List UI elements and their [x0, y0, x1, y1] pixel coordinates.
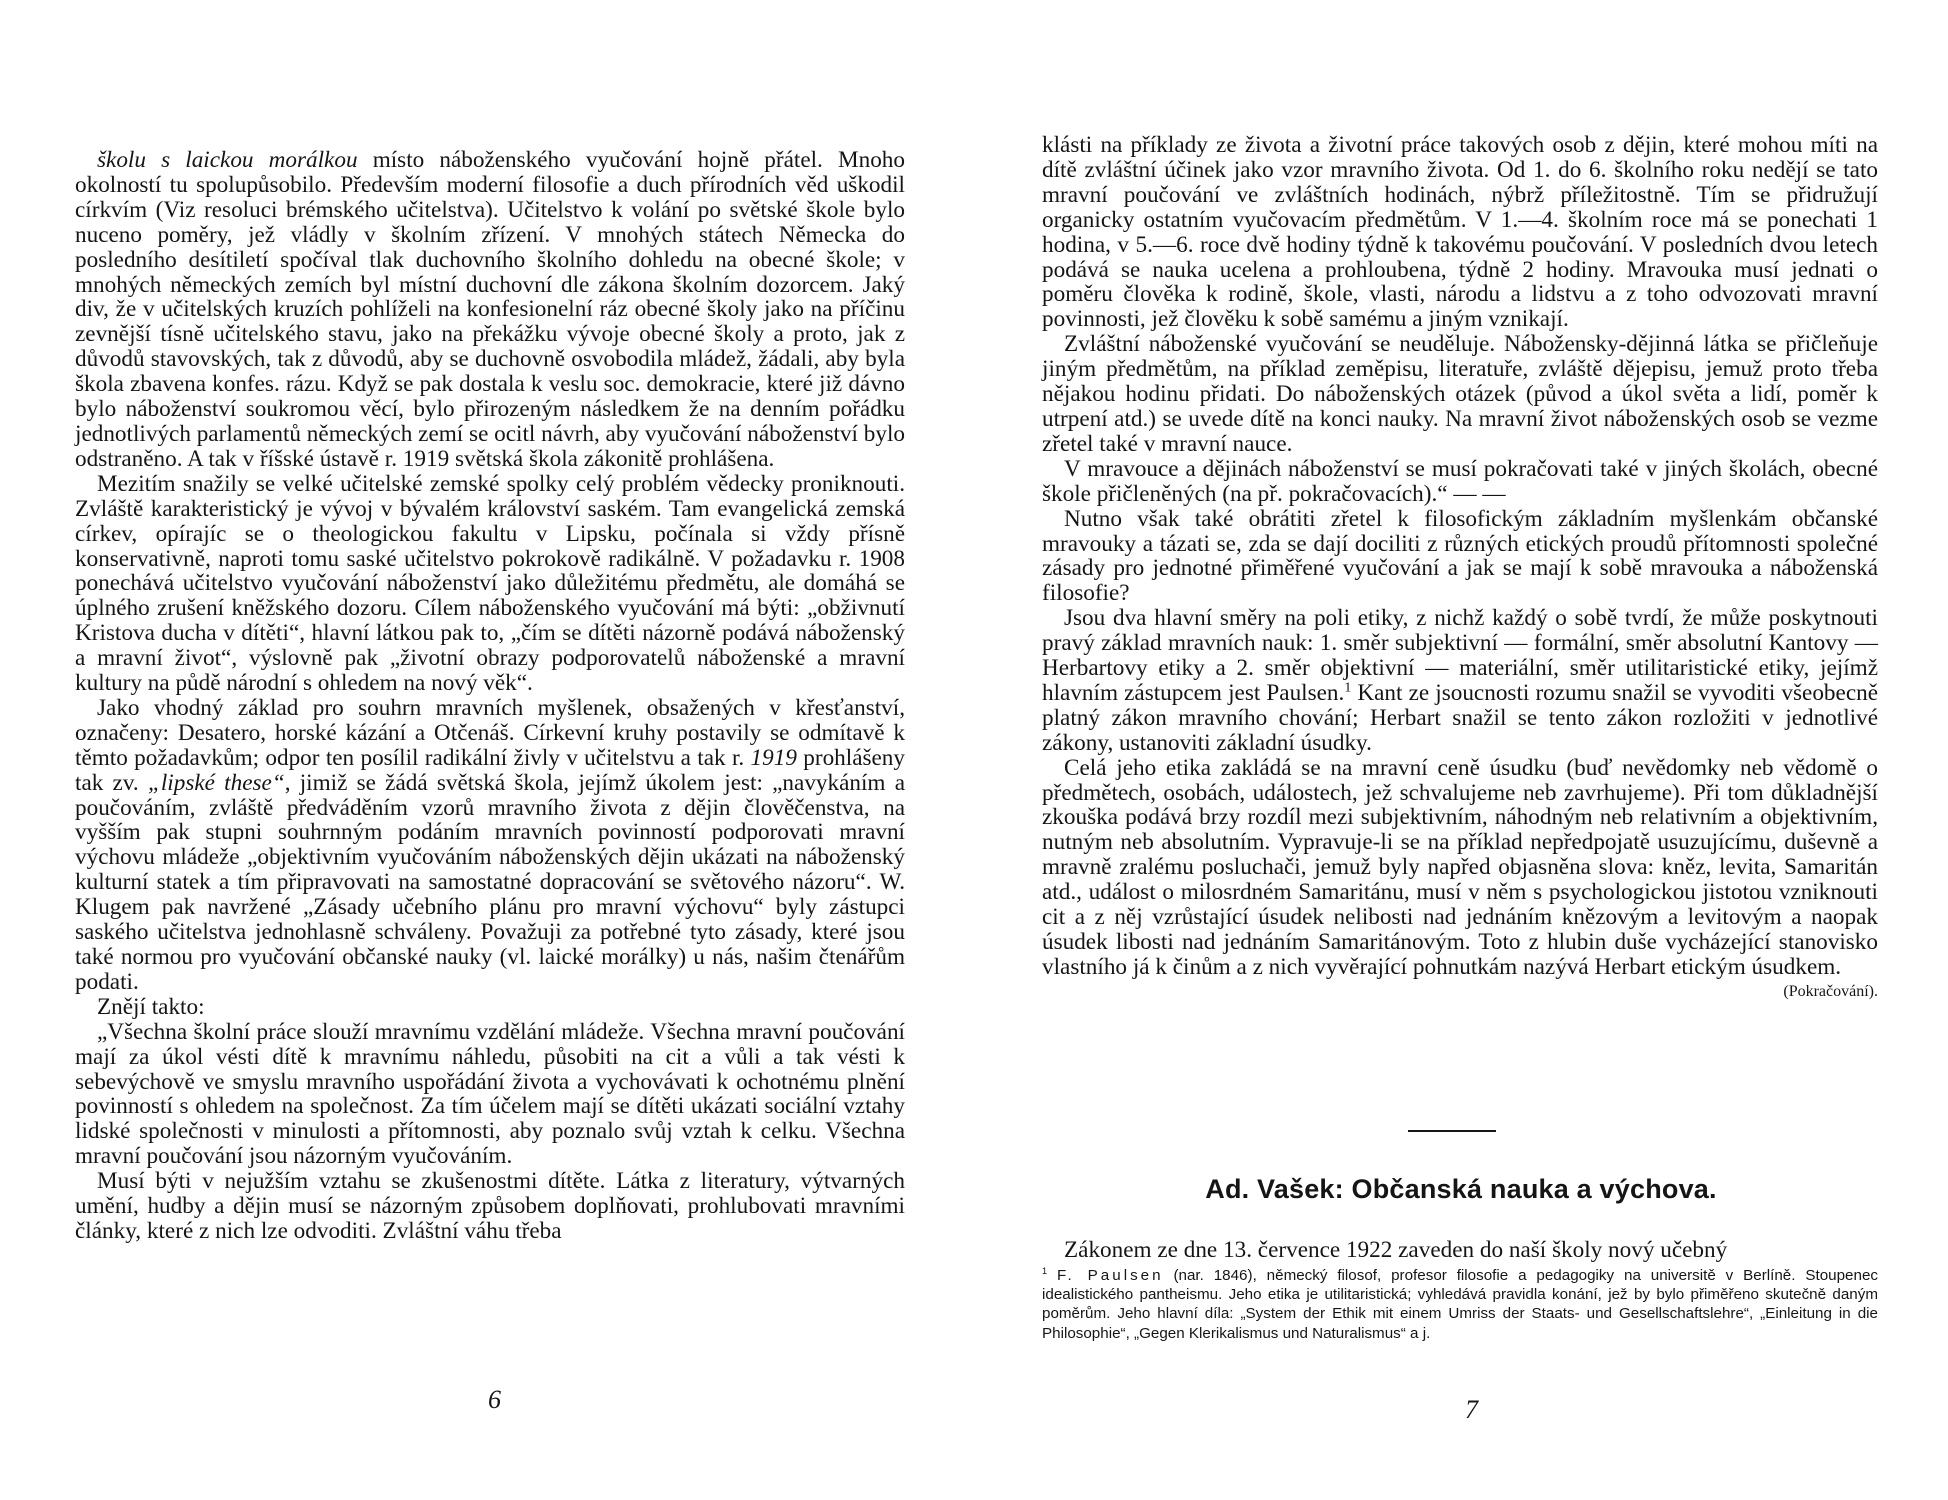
paragraph [1042, 457, 1878, 507]
continued-note: (Pokračování). [1783, 982, 1878, 1000]
left-page-text-column [75, 148, 905, 1244]
paragraph-text: Nutno však také obrátiti zřetel k filosofickým základním myšlenkám občanské mravouky a tázati se, zda se dají dociliti z různých etických proudů přítomnosti společné zásady pro jednotné přiměřené vyučování a jak se mají k sobě mravouka a náboženská filosofie? [1042, 505, 1878, 607]
paragraph-text: místo náboženského vyučování hojně přátel. Mnoho okolností tu spolupůsobilo. Především moderní filosofie a duch přírodních věd uškodil církvím (Viz resoluci brémského učitelstva). Učitelstvo k volání po světské škole bylo nuceno poměry, jež vládly v školním zřízení. V mnohých státech Německa do posledního desítiletí spočíval tlak duchovního školního dohledu na obecné škole; v mnohých německých zemích byl místní duchovní dle zákona školním dozorcem. Jaký div, že v učitelských kruzích pohlíželi na konfesionelní ráz obecné školy jako na příčinu zevnější tísně učitelského stavu, jako na překážku vývoje obecné školy a proto, jak z důvodů stavovských, tak z důvodů, aby se duchovně osvobodila mládež, žádali, aby byla škola zbavena konfes. rázu. Když se pak dostala k veslu soc. demokracie, které již dávno bylo náboženství soukromou věcí, bylo přirozeným následkem že na denním pořádku jednotlivých parlamentů německých zemí se ocitl návrh, aby vyučování náboženství bylo odstraněno. A tak v říšské ústavě r. 1919 světská škola zákonitě prohlášena. [75, 147, 905, 472]
paragraph-text: Mezitím snažily se velké učitelské zemské spolky celý problém vědecky proniknouti. Zvláště karakteristický je vývoj v bývalém království saském. Tam evangelická zemská církev, opírajíc se o theologickou fakultu v Lipsku, počínala si vždy přísně konservativně, naproti tomu saské učitelstvo pokrokově radikálně. V požadavku r. 1908 ponechává učitelstvo vyučování náboženství jako důležitému předmětu, ale domáhá se úplného zrušení kněžského dozoru. Cílem náboženského vyučování má býti: „obživnutí Kristova ducha v dítěti“, hlavní látkou pak to, „čím se dítěti názorně podává náboženský a mravní život“, výslovně pak „životní obrazy podporovatelů náboženské a mravní kultury na půdě národní s ohledem na nový věk“. [75, 470, 905, 697]
paragraph [1042, 606, 1878, 755]
footnote-text: (nar. 1846), německý filosof, profesor filosofie a pedagogiky na universitě v Berlíně. Stoupenec idealistického pantheismu. Jeho etika je utilitaristická; vyhledává pravidla konání, jež by bylo přiměřeno skutečně daným poměrům. Jeho hlavní díla: „System der Ethik mit einem Umriss der Staats- und Gesellschaftslehre“, „Einleitung in die Philosophie“, „Gegen Klerikalismus und Naturalismus“ a j. [1042, 1267, 1878, 1342]
italic-phrase: 1919 [750, 744, 797, 771]
right-page-text-column [1042, 133, 1878, 1005]
paragraph-text: Znějí takto: [97, 993, 205, 1020]
paragraph [75, 1169, 905, 1244]
paragraph-text: Celá jeho etika zakládá se na mravní ceně úsudku (buď nevědomky neb vědomě o předmětech, osobách, událostech, jež schvalujeme neb zavrhujeme). Při tom důkladnější zkouška podává brzy rozdíl mezi subjektivním, náhodným neb relativním a objektivním, nutným neb absolutním. Vypravuje-li se na příklad nepředpojatě usuzujícímu, duševně a mravně zralému posluchači, jemuž byly napřed objasněna slova: kněz, levita, Samaritán atd., událost o milosrdném Samaritánu, musí v něm s psychologickou jistotou vzniknouti cit a z něj vzrůstající úsudek nelibosti nad jednáním knězovým a levitovým a naopak úsudek libosti nad jednáním Samaritánovým. Toto z hlubin duše vycházející stanovisko vlastního já k činům a z nich vyvěrající pohnutkám nazývá Herbart etickým úsudkem. [1042, 754, 1878, 980]
paragraph [75, 696, 905, 995]
paragraph [1042, 507, 1878, 607]
article-first-line: Zákonem ze dne 13. července 1922 zaveden do naší školy nový učebný [1064, 1237, 1728, 1263]
footnote-mark: 1 [1042, 1265, 1048, 1276]
italic-phrase: „lipské these“ [147, 769, 285, 796]
paragraph-text: Musí býti v nejužším vztahu se zkušenostmi dítěte. Látka z literatury, výtvarných umění, hudby a dějin musí se názorným způsobem doplňovati, prohlubovati mravními články, které z nich lze odvoditi. Zvláštní váhu třeba [75, 1168, 905, 1244]
footnote-author: F. Paulsen [1056, 1267, 1164, 1284]
paragraph-text: Jako vhodný základ pro souhrn mravních myšlenek, obsažených v křesťanství, označeny: Desatero, horské kázání a Otčenáš. Církevní kruhy postavily se odmítavě k těmto požadavkům; odpor ten posílil radikální živly v učitelstvu a tak r. [75, 694, 905, 771]
paragraph-text: „Všechna školní práce slouží mravnímu vzdělání mládeže. Všechna mravní poučování mají za úkol vésti dítě k mravnímu náhledu, působiti na cit a vůli a tak vésti k sebevýchově ve smyslu mravního uspořádání života a vychovávati k ochotnému plnění povinností s ohledem na společnost. Za tím účelem mají se dítěti ukázati sociální vztahy lidské společnosti v minulosti a přítomnosti, aby poznalo svůj vztah k celku. Všechna mravní poučování jsou názorným vyučováním. [75, 1018, 905, 1170]
footnote [1042, 1266, 1878, 1343]
paragraph [75, 1020, 905, 1169]
paragraph-text: prohlášeny tak zv. [75, 744, 905, 796]
paragraph [1042, 133, 1878, 332]
section-divider [1408, 1130, 1496, 1132]
paragraph [75, 472, 905, 696]
paragraph [1042, 332, 1878, 457]
paragraph-text: , jimiž se žádá světská škola, jejímž úkolem jest: „navykáním a poučováním, zvláště předváděním vzorů mravního života z dějin člověčenstva, na vyšším pak stupni souhrnným podáním mravních povinností podporovati mravní výchovu mládeže „objektivním vyučováním náboženských dějin ukázati na náboženský kulturní statek a tím připravovati na samostatné dopracování se světového názoru“. W. Klugem pak navržené „Zásady učebního plánu pro mravní výchovu“ byly zástupci saského učitelstva jednohlasně schváleny. Považuji za potřebné tyto zásady, které jsou také normou pro vyučování občanské nauky (vl. laické morálky) u nás, našim čtenářům podati. [75, 769, 905, 995]
paragraph [75, 995, 905, 1020]
paragraph-text: Kant ze jsoucnosti rozumu snažil se vyvoditi všeobecně platný zákon mravního chování; Herbart snažil se tento zákon rozložiti v jednotlivé zákony, ustanoviti základní úsudky. [1042, 679, 1878, 756]
footnote-reference: 1 [1344, 680, 1352, 696]
article-title: Ad. Vašek: Občanská nauka a výchova. [1205, 1174, 1717, 1204]
page-number: 7 [1465, 1395, 1478, 1424]
paragraph [75, 148, 905, 472]
italic-phrase: školu s laickou morálkou [97, 147, 358, 173]
page-number: 6 [488, 1385, 501, 1414]
paragraph [1042, 754, 1878, 1000]
paragraph-text: Zvláštní náboženské vyučování se neuděluje. Nábožensky-dějinná látka se přičleňuje jiným předmětům, na příklad zeměpisu, literatuře, zvláště dějepisu, jemuž proto třeba nějakou hodinu přidati. Do náboženských otázek (původ a úkol světa a lidí, poměr k utrpení atd.) se uvede dítě na konci nauky. Na mravní život náboženských osob se vezme zřetel také v mravní nauce. [1042, 331, 1878, 457]
paragraph-text: V mravouce a dějinách náboženství se musí pokračovati také v jiných školách, obecné škole přičleněných (na př. pokračovacích).“ — — [1042, 455, 1878, 507]
paragraph-text: Jsou dva hlavní směry na poli etiky, z nichž každý o sobě tvrdí, že může poskytnouti pravý základ mravních nauk: 1. směr subjektivní — formální, směr absolutní Kantovy — Herbartovy etiky a 2. směr objektivní — materiální, směr utilitaristické etiky, jejímž hlavním zástupcem jest Paulsen. [1042, 605, 1878, 706]
paragraph-text: klásti na příklady ze života a životní práce takových osob z dějin, které mohou míti na dítě zvláštní účinek jako vzor mravního života. Od 1. do 6. školního roku nedějí se tato mravní poučování ve zvláštních hodinách, nýbrž příležitostně. Tím se přidružují organicky ostatním vyučovacím předmětům. V 1.—4. školním roce má se ponechati 1 hodina, v 5.—6. roce dvě hodiny týdně k takovému poučování. V posledních dvou letech podává se nauka ucelena a prohloubena, týdně 2 hodiny. Mravouka musí jednati o poměru člověka k rodině, škole, vlasti, národu a lidstvu a z toho odvozovati mravní povinnosti, jež člověku k sobě samému a jiným vznikají. [1042, 132, 1878, 333]
